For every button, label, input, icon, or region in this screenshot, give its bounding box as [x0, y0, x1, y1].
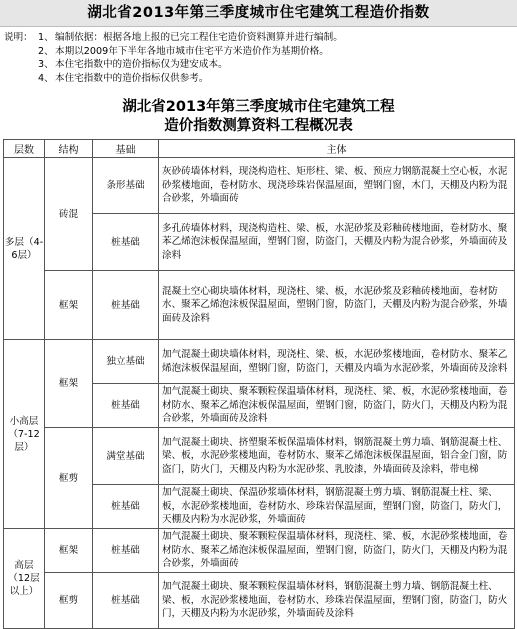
table-row: [4, 428, 515, 485]
notes-block: [0, 27, 517, 85]
foundation-cell: 满堂基础: [93, 428, 159, 485]
foundation-cell: 桩基础: [93, 529, 159, 573]
table-row: [4, 340, 515, 384]
foundation-cell: 桩基础: [93, 214, 159, 271]
structure-cell: 框架: [45, 340, 93, 428]
main-body-cell: 灰砂砖墙体材料，现浇构造柱、矩形柱、梁、板、预应力钢筋混凝土空心板，水泥砂浆楼地面，卷材防水、现浇珍珠岩保温屋面，塑钢门窗，木门，天棚及内粉为混合砂浆，外墙面砖: [159, 158, 515, 214]
floors-cell: 高层（12层以上）: [4, 529, 45, 629]
main-body-cell: 加气混凝土砌块、聚苯颗粒保温墙体材料，现浇柱、梁、板，水泥砂浆楼地面，卷材防水、聚苯乙烯泡沫板保温屋面，塑钢门窗，防盗门，防火门，天棚及内粉为混合砂浆，外墙面砖: [159, 529, 515, 573]
header-structure: 结构: [45, 140, 93, 158]
note-number: 1、: [38, 32, 54, 43]
header-main-body: 主体: [159, 140, 515, 158]
table-row: [4, 271, 515, 340]
table-row: [4, 573, 515, 629]
foundation-cell: 桩基础: [93, 573, 159, 629]
foundation-cell: 桩基础: [93, 384, 159, 428]
floors-cell: 多层（4-6层）: [4, 158, 45, 340]
foundation-cell: 独立基础: [93, 340, 159, 384]
note-number: 4、: [38, 72, 54, 84]
note-number: 3、: [38, 59, 54, 71]
table-title-line: 湖北省2013年第三季度城市住宅建筑工程: [122, 99, 395, 116]
table-row: [4, 529, 515, 573]
structure-cell: 框剪: [45, 428, 93, 529]
main-body-cell: 多孔砖墙体材料，现浇构造柱、梁、板，水泥砂浆及彩釉砖楼地面，卷材防水、聚苯乙烯泡沫板保温屋面，塑钢门窗，防盗门，天棚及内粉为混合砂浆，外墙面砖及涂料: [159, 214, 515, 271]
notes-label: 说明：: [4, 32, 33, 43]
structure-cell: 框架: [45, 271, 93, 340]
structure-cell: 砖混: [45, 158, 93, 271]
table-title: [0, 98, 517, 136]
note-text: 本期以2009年下半年各地市城市住宅平方米造价作为基期价格。: [55, 45, 329, 57]
note-text: 本住宅指数中的造价指标仅为建安成本。: [55, 59, 228, 71]
note-row: [4, 72, 513, 86]
foundation-cell: 桩基础: [93, 485, 159, 529]
structure-cell: 框剪: [45, 573, 93, 629]
main-body-cell: 加气混凝土砌块、挤塑聚苯板保温墙体材料，钢筋混凝土剪力墙、钢筋混凝土柱、梁、板，水泥砂浆楼地面，卷材防水、聚苯乙烯泡沫板保温屋面，铝合金门窗，防盗门，防火门，天棚及内粉为水泥砂浆、乳胶漆，外墙面砖及涂料，带电梯: [159, 428, 515, 485]
note-row: [4, 31, 513, 45]
note-row: [4, 58, 513, 72]
main-body-cell: 加气混凝土砌块、保温砂浆墙体材料，钢筋混凝土剪力墙、钢筋混凝土柱、梁、板，水泥砂浆楼地面，卷材防水、珍珠岩保温屋面，塑钢门窗，防盗门，防火门，天棚及内粉为水泥砂浆，外墙面砖: [159, 485, 515, 529]
table-header-row: [4, 140, 515, 158]
main-body-cell: 混凝土空心砌块墙体材料，现浇柱、梁、板，水泥砂浆及彩釉砖楼地面，卷材防水、聚苯乙烯泡沫板保温屋面，塑钢门窗，防盗门，天棚及内粉为混合砂浆，外墙面砖及涂料: [159, 271, 515, 340]
note-text: 编制依据：根据各地上报的已完工程住宅造价资料测算并进行编制。: [55, 32, 343, 43]
table-title-line: 造价指数测算资料工程概况表: [164, 118, 353, 135]
note-row: [4, 45, 513, 59]
main-body-cell: 加气混凝土砌块墙体材料，现浇柱、梁、板，水泥砂浆楼地面，卷材防水、聚苯乙烯泡沫板保温屋面，塑钢门窗，防盗门，天棚及内墙为水泥砂浆，外墙面砖及涂料: [159, 340, 515, 384]
project-overview-table: [3, 139, 515, 629]
note-text: 本住宅指数中的造价指标仅供参考。: [55, 72, 209, 84]
document-title: 湖北省2013年第三季度城市住宅建筑工程造价指数: [0, 0, 517, 27]
note-number: 2、: [38, 45, 54, 57]
foundation-cell: 条形基础: [93, 158, 159, 214]
main-body-cell: 加气混凝土砌块、聚苯颗粒保温墙体材料，现浇柱、梁、板，水泥砂浆楼地面，卷材防水、聚苯乙烯泡沫板保温屋面，塑钢门窗，防盗门，防火门，天棚及内粉为混合砂浆，外墙面砖及涂料: [159, 384, 515, 428]
header-foundation: 基础: [93, 140, 159, 158]
header-floors: 层数: [4, 140, 45, 158]
foundation-cell: 桩基础: [93, 271, 159, 340]
table-row: [4, 158, 515, 214]
floors-cell: 小高层（7-12层）: [4, 340, 45, 529]
structure-cell: 框架: [45, 529, 93, 573]
main-body-cell: 加气混凝土砌块、聚苯颗粒保温墙体材料，钢筋混凝土剪力墙、钢筋混凝土柱、梁、板，水泥砂浆楼地面，卷材防水、珍珠岩保温屋面，塑钢门窗，防盗门，防火门，天棚及内粉为水泥砂浆，外墙面砖及涂料: [159, 573, 515, 629]
